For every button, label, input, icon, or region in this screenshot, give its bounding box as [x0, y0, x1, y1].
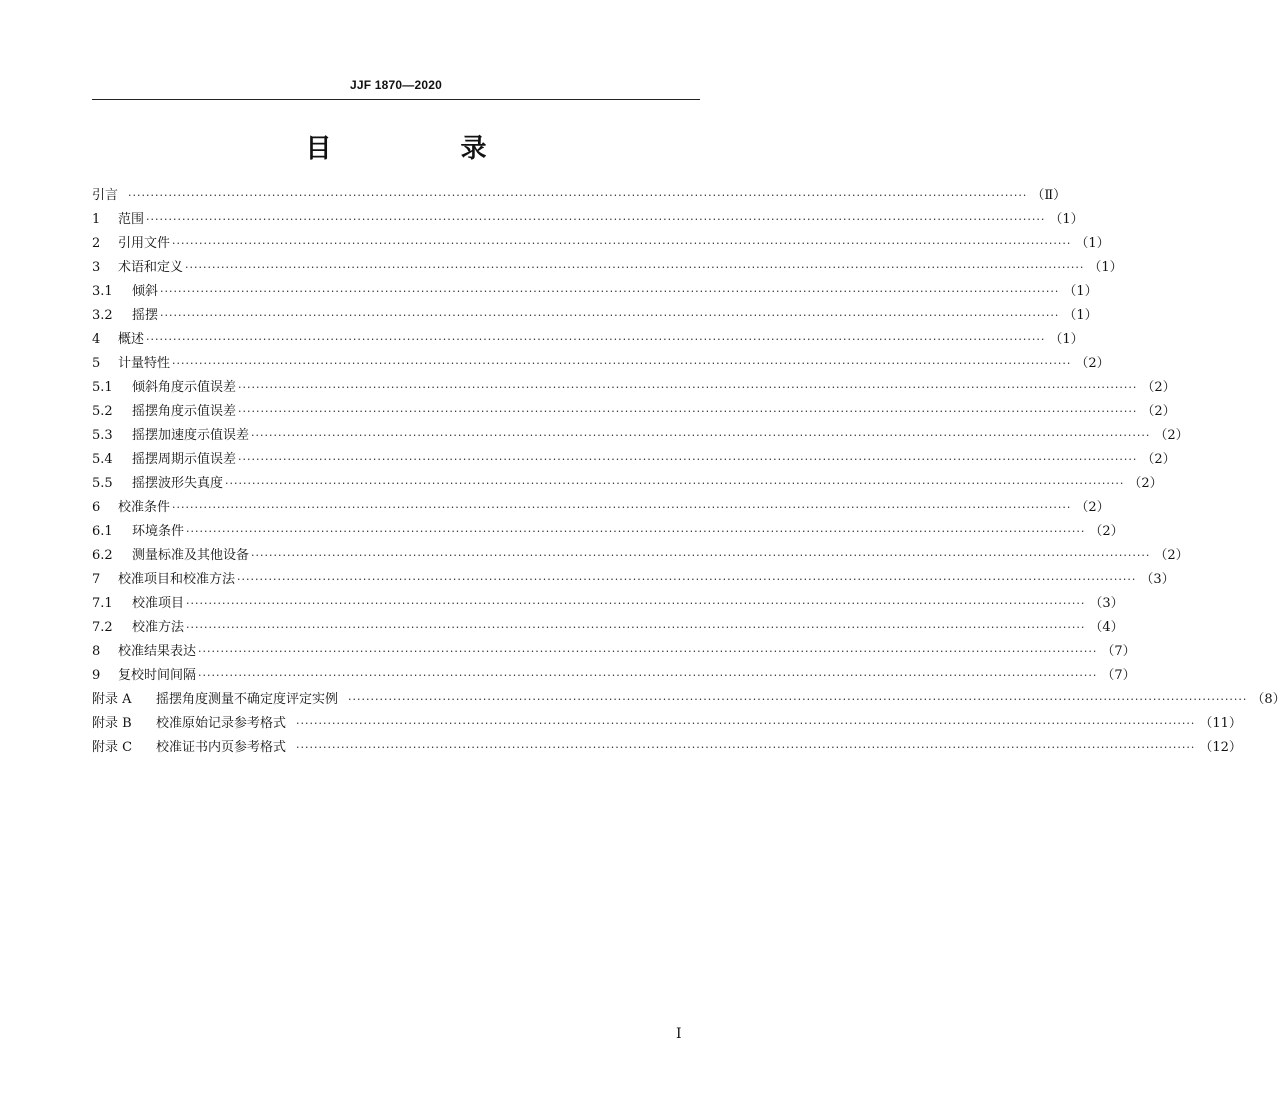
- toc-entry-title: 摇摆: [132, 308, 159, 323]
- toc-entry-number: 8: [92, 644, 101, 659]
- toc-entry-page: （1）: [1063, 284, 1098, 299]
- toc-entry-page: （7）: [1101, 668, 1136, 683]
- toc-entry[interactable]: [92, 448, 1176, 472]
- toc-dot-leader: ········································································································································································································: [185, 261, 1085, 274]
- toc-entry[interactable]: [92, 400, 1176, 424]
- toc-entry-page: （1）: [1049, 212, 1084, 227]
- toc-entry-number: 4: [92, 332, 101, 347]
- toc-entry-title: 摇摆角度示值误差: [132, 404, 237, 419]
- toc-dot-leader: ········································································································································································································: [160, 285, 1060, 298]
- toc-entry-page: （1）: [1088, 260, 1123, 275]
- running-header: JJF 1870—2020: [349, 78, 442, 92]
- toc-entry-page: （2）: [1141, 380, 1176, 395]
- toc-dot-leader: ········································································································································································································: [348, 693, 1248, 706]
- toc-entry[interactable]: [92, 376, 1176, 400]
- toc-entry-number: 3.1: [92, 284, 113, 299]
- toc-dot-leader: ········································································································································································································: [186, 597, 1086, 610]
- toc-entry[interactable]: [92, 304, 1098, 328]
- toc-entry[interactable]: [92, 472, 1163, 496]
- toc-entry-title: 范围: [118, 212, 145, 227]
- toc-entry-title: 复校时间间隔: [118, 668, 197, 683]
- toc-dot-leader: ········································································································································································································: [296, 741, 1196, 754]
- toc-entry-number: 9: [92, 668, 101, 683]
- toc-dot-leader: ········································································································································································································: [225, 477, 1125, 490]
- toc-entry-page: （2）: [1075, 500, 1110, 515]
- toc-entry[interactable]: [92, 328, 1084, 352]
- toc-entry-number: 6: [92, 500, 101, 515]
- toc-entry-number: 附录 C: [92, 740, 133, 755]
- toc-entry-title: 概述: [118, 332, 145, 347]
- toc-entry-page: （11）: [1199, 716, 1242, 731]
- toc-entry[interactable]: [92, 280, 1098, 304]
- toc-entry-page: （3）: [1089, 596, 1124, 611]
- page-title: 目 录: [305, 134, 547, 164]
- toc-dot-leader: ········································································································································································································: [172, 501, 1072, 514]
- toc-entry-page: （3）: [1140, 572, 1175, 587]
- toc-entry-title: 校准原始记录参考格式: [156, 716, 287, 731]
- toc-dot-leader: ········································································································································································································: [238, 381, 1138, 394]
- toc-dot-leader: ········································································································································································································: [186, 621, 1086, 634]
- toc-entry-page: （7）: [1101, 644, 1136, 659]
- toc-entry-number: 5.2: [92, 404, 113, 419]
- table-of-contents: [92, 184, 1286, 760]
- toc-entry-title: 计量特性: [118, 356, 171, 371]
- toc-entry[interactable]: [92, 208, 1084, 232]
- toc-entry-page: （4）: [1089, 620, 1124, 635]
- toc-entry-title: 校准证书内页参考格式: [156, 740, 287, 755]
- toc-entry-title: 引言: [92, 188, 119, 203]
- toc-entry[interactable]: [92, 640, 1136, 664]
- toc-entry[interactable]: [92, 352, 1110, 376]
- toc-entry-number: 3.2: [92, 308, 113, 323]
- toc-dot-leader: ········································································································································································································: [146, 213, 1046, 226]
- toc-dot-leader: ········································································································································································································: [186, 525, 1086, 538]
- toc-entry[interactable]: [92, 712, 1242, 736]
- toc-entry-number: 6.2: [92, 548, 113, 563]
- toc-entry-page: （8）: [1251, 692, 1286, 707]
- toc-entry[interactable]: [92, 256, 1123, 280]
- toc-dot-leader: ········································································································································································································: [296, 717, 1196, 730]
- toc-entry-number: 5.5: [92, 476, 113, 491]
- toc-entry[interactable]: [92, 688, 1286, 712]
- toc-entry[interactable]: [92, 664, 1136, 688]
- toc-entry-title: 校准结果表达: [118, 644, 197, 659]
- toc-entry-title: 测量标准及其他设备: [132, 548, 250, 563]
- toc-entry-title: 摇摆波形失真度: [132, 476, 224, 491]
- toc-entry-title: 倾斜角度示值误差: [132, 380, 237, 395]
- toc-entry[interactable]: [92, 496, 1110, 520]
- toc-dot-leader: ········································································································································································································: [238, 453, 1138, 466]
- toc-entry-title: 校准方法: [132, 620, 185, 635]
- toc-entry[interactable]: [92, 592, 1124, 616]
- toc-entry-title: 摇摆加速度示值误差: [132, 428, 250, 443]
- toc-entry-page: （2）: [1075, 356, 1110, 371]
- toc-entry[interactable]: [92, 568, 1175, 592]
- toc-entry-title: 倾斜: [132, 284, 159, 299]
- toc-entry-number: 3: [92, 260, 101, 275]
- toc-entry-page: （1）: [1049, 332, 1084, 347]
- toc-entry-number: 5.3: [92, 428, 113, 443]
- header-rule: [92, 99, 700, 100]
- toc-entry-title: 环境条件: [132, 524, 185, 539]
- toc-entry-number: 7.2: [92, 620, 113, 635]
- toc-entry-page: （2）: [1141, 404, 1176, 419]
- toc-entry-number: 7.1: [92, 596, 113, 611]
- toc-dot-leader: ········································································································································································································: [172, 357, 1072, 370]
- toc-entry-number: 1: [92, 212, 101, 227]
- toc-entry-title: 校准项目和校准方法: [118, 572, 236, 587]
- toc-entry-page: （2）: [1089, 524, 1124, 539]
- toc-entry-number: 5: [92, 356, 101, 371]
- toc-entry-number: 6.1: [92, 524, 113, 539]
- toc-entry[interactable]: [92, 544, 1189, 568]
- toc-dot-leader: ········································································································································································································: [146, 333, 1046, 346]
- toc-entry-page: （1）: [1063, 308, 1098, 323]
- toc-entry[interactable]: [92, 520, 1124, 544]
- toc-entry-title: 校准条件: [118, 500, 171, 515]
- toc-entry[interactable]: [92, 232, 1110, 256]
- toc-dot-leader: ········································································································································································································: [238, 405, 1138, 418]
- toc-entry[interactable]: [92, 424, 1189, 448]
- toc-entry-number: 附录 B: [92, 716, 132, 731]
- toc-entry[interactable]: [92, 736, 1242, 760]
- toc-dot-leader: ········································································································································································································: [198, 645, 1098, 658]
- toc-entry-title: 术语和定义: [118, 260, 184, 275]
- toc-dot-leader: ········································································································································································································: [251, 549, 1151, 562]
- toc-entry[interactable]: [92, 184, 1067, 208]
- toc-dot-leader: ········································································································································································································: [251, 429, 1151, 442]
- toc-dot-leader: ········································································································································································································: [198, 669, 1098, 682]
- toc-entry-number: 附录 A: [92, 692, 132, 707]
- toc-entry[interactable]: [92, 616, 1124, 640]
- toc-dot-leader: ········································································································································································································: [237, 573, 1137, 586]
- toc-entry-number: 2: [92, 236, 101, 251]
- toc-entry-page: （2）: [1154, 548, 1189, 563]
- toc-entry-page: （1）: [1075, 236, 1110, 251]
- toc-entry-title: 摇摆周期示值误差: [132, 452, 237, 467]
- page-number: I: [676, 1026, 682, 1042]
- toc-entry-page: （Ⅱ）: [1031, 188, 1067, 203]
- toc-entry-title: 引用文件: [118, 236, 171, 251]
- toc-entry-title: 校准项目: [132, 596, 185, 611]
- toc-dot-leader: ········································································································································································································: [160, 309, 1060, 322]
- toc-entry-number: 5.1: [92, 380, 113, 395]
- toc-entry-page: （2）: [1128, 476, 1163, 491]
- toc-entry-title: 摇摆角度测量不确定度评定实例: [156, 692, 339, 707]
- toc-entry-page: （12）: [1199, 740, 1242, 755]
- toc-dot-leader: ········································································································································································································: [172, 237, 1072, 250]
- toc-entry-number: 5.4: [92, 452, 113, 467]
- toc-entry-page: （2）: [1141, 452, 1176, 467]
- toc-dot-leader: ········································································································································································································: [128, 189, 1028, 202]
- toc-entry-page: （2）: [1154, 428, 1189, 443]
- toc-entry-number: 7: [92, 572, 101, 587]
